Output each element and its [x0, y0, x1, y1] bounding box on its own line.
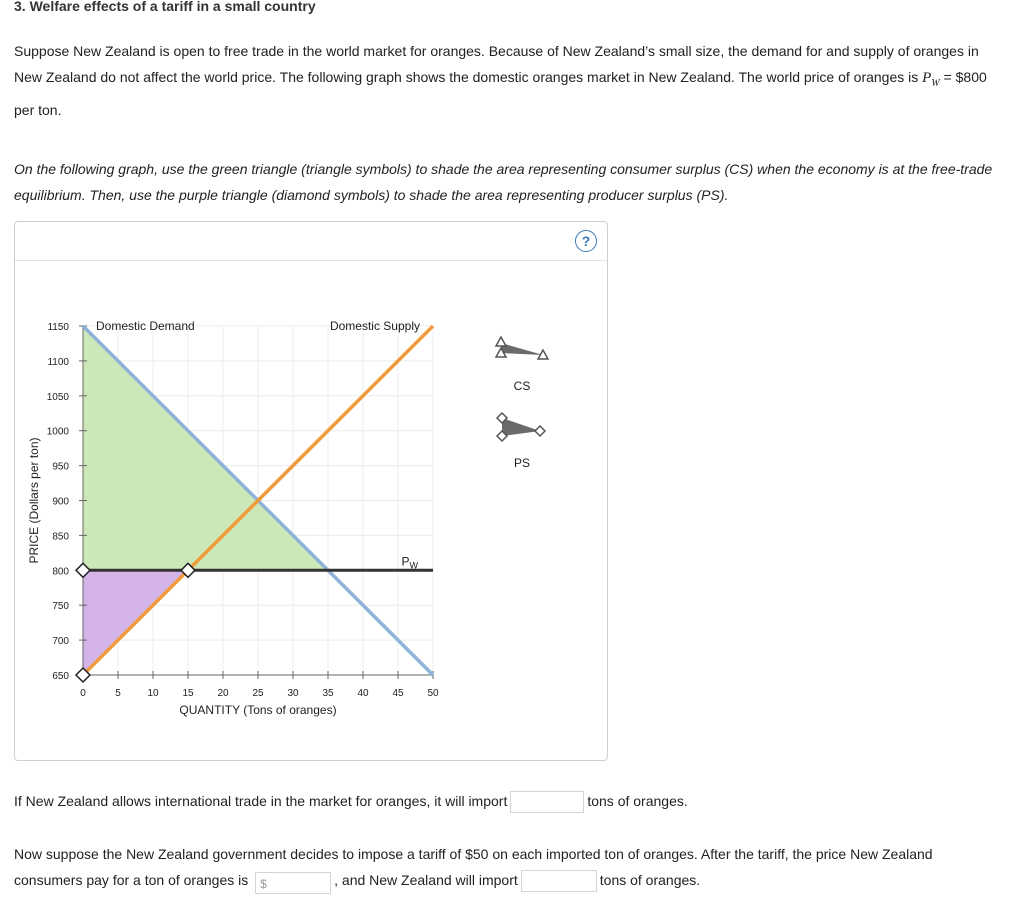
- x-tick-label: 15: [182, 688, 194, 699]
- question-heading: 3. Welfare effects of a tariff in a small country: [14, 0, 316, 14]
- y-tick-label: 1000: [46, 426, 69, 438]
- tariff-price-field: [255, 868, 331, 894]
- y-tick-label: 1050: [46, 391, 69, 403]
- y-tick-label: 900: [52, 496, 69, 508]
- instructions-paragraph: On the following graph, use the green triangle (triangle symbols) to shade the area representing consumer surplus (CS) when the economy is at the free-trade equilibrium. Then, use the purple triangle (diamond symbols) to shade the area representing producer surplus (PS).: [14, 161, 993, 203]
- y-tick-label: 800: [52, 566, 69, 578]
- y-tick-label: 950: [52, 461, 69, 473]
- ps-tool-diamond: [535, 426, 545, 436]
- welfare-graph[interactable]: [15, 222, 609, 762]
- tariff-question-mid: , and New Zealand will import: [334, 872, 518, 888]
- intro-text: Suppose New Zealand is open to free trade in the world market for oranges. Because of New Zealand’s small size, the demand for and supply of oranges in New Zealand do not affect the world price. The following graph shows the domestic oranges market in New Zealand. The world price of oranges is: [14, 43, 979, 85]
- ps-diamond-tool[interactable]: [497, 413, 545, 441]
- y-tick-label: 750: [52, 601, 69, 613]
- x-tick-label: 50: [427, 688, 439, 699]
- world-price-symbol: $P_W$: [922, 70, 940, 89]
- x-tick-label: 25: [252, 688, 264, 699]
- import-question: [14, 788, 688, 814]
- y-axis-label: PRICE (Dollars per ton): [27, 437, 41, 564]
- ps-tool-fill: [502, 418, 540, 436]
- ps-tool-label: PS: [513, 456, 531, 470]
- tariff-imports-input[interactable]: [521, 870, 597, 892]
- tariff-question-unit: tons of oranges.: [599, 872, 701, 888]
- tariff-question: [14, 841, 1004, 894]
- supply-curve-label: Domestic Supply: [329, 319, 420, 333]
- tariff-question-text: Now suppose the New Zealand government decides to impose a tariff of $50 on each imported ton of oranges. After the tariff, the price New Zealand consumers pay for a ton of oranges is: [14, 846, 933, 888]
- x-tick-label: 20: [217, 688, 229, 699]
- graph-panel: [14, 221, 608, 761]
- x-tick-label: 10: [147, 688, 159, 699]
- demand-curve-label: Domestic Demand: [96, 319, 195, 333]
- x-tick-label: 5: [115, 688, 121, 699]
- cs-triangle-tool[interactable]: [496, 337, 548, 359]
- x-tick-label: 30: [287, 688, 299, 699]
- x-tick-label: 45: [392, 688, 404, 699]
- import-question-text: If New Zealand allows international trade in the market for oranges, it will import: [14, 793, 508, 809]
- cs-tool-fill: [501, 343, 543, 355]
- cs-tool-triangle: [496, 337, 506, 346]
- dollar-sign: $: [260, 877, 267, 892]
- y-tick-label: 850: [52, 531, 69, 543]
- y-tick-label: 1150: [47, 322, 69, 333]
- intro-text-end: = $800 per ton.: [14, 69, 987, 118]
- help-button[interactable]: ?: [575, 230, 597, 252]
- x-tick-label: 35: [322, 688, 334, 699]
- import-question-unit: tons of oranges.: [587, 793, 688, 809]
- x-axis-label: QUANTITY (Tons of oranges): [179, 703, 337, 717]
- x-tick-label: 0: [80, 688, 86, 699]
- x-tick-label: 40: [357, 688, 369, 699]
- cs-tool-label: CS: [513, 379, 531, 393]
- world-price-label: $P_W$: [401, 554, 419, 571]
- y-tick-label: 1100: [47, 356, 69, 368]
- free-trade-imports-input[interactable]: [510, 791, 584, 813]
- y-tick-label: 700: [52, 636, 69, 648]
- intro-paragraph: [14, 38, 1004, 123]
- y-tick-label: 650: [52, 671, 69, 682]
